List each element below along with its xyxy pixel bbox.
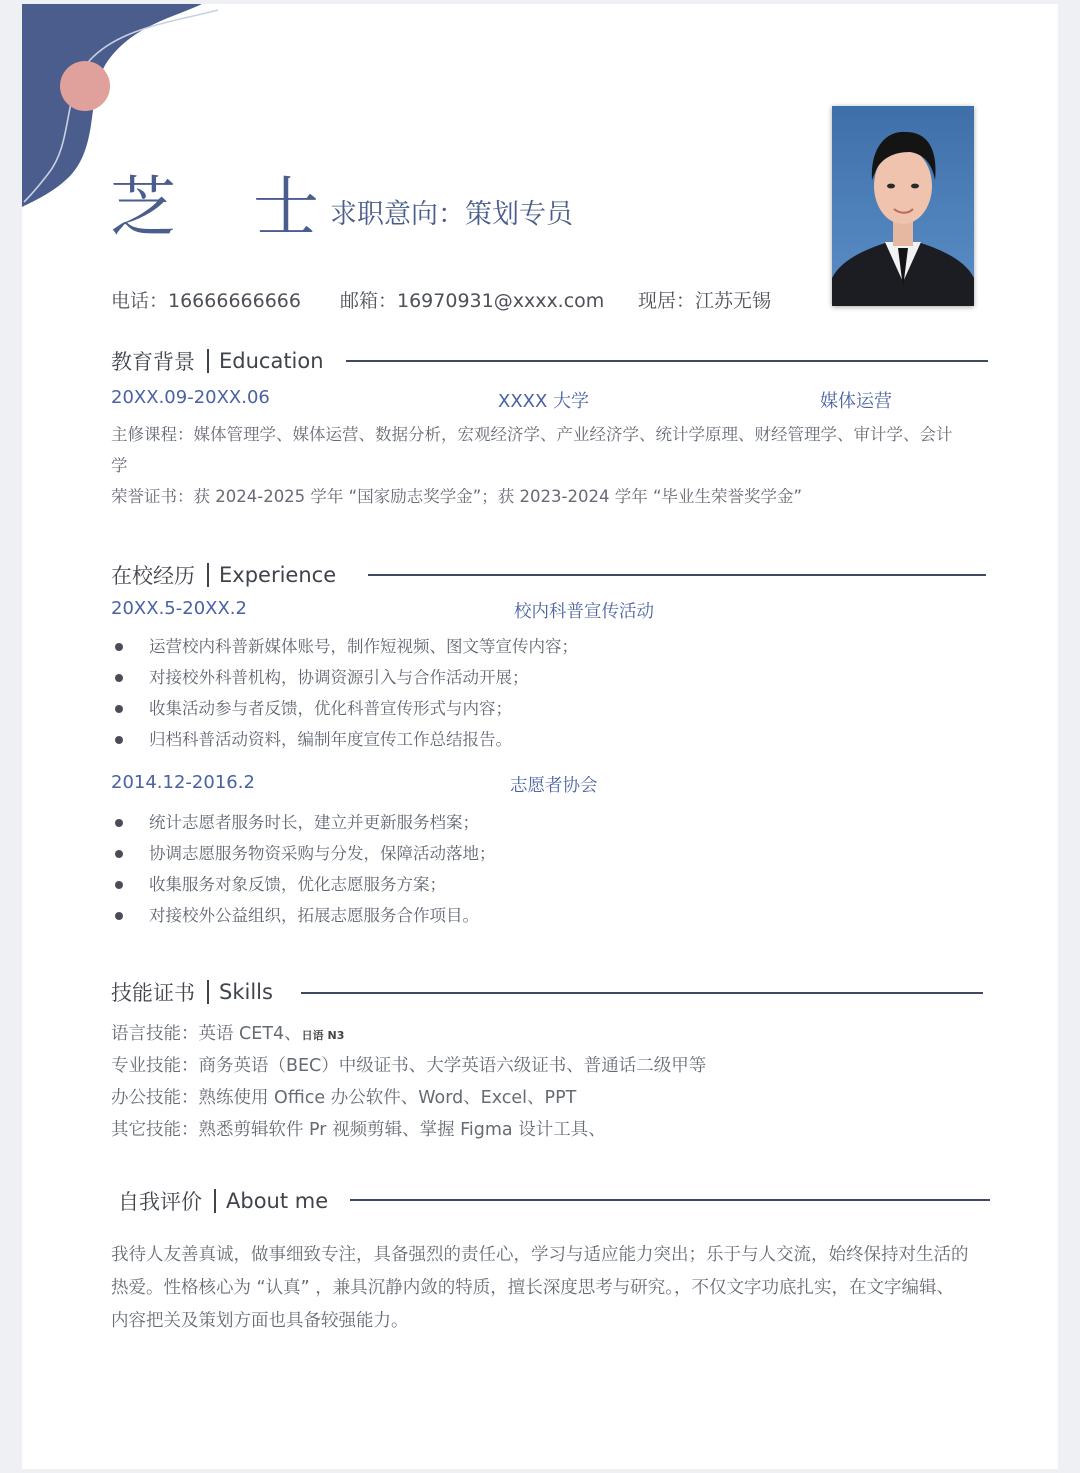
experience-rule bbox=[368, 574, 986, 576]
about-text: 我待人友善真诚，做事细致专注，具备强烈的责任心，学习与适应能力突出；乐于与人交流，始终保持对生活的热爱。性格核心为 “认真” ，兼具沉静内敛的特质，擅长深度思考与研究。，不仅文字功底扎实，在文字编辑、内容把关及策划方面也具备较强能力。 bbox=[111, 1245, 969, 1331]
about-title-en: About me bbox=[226, 1189, 329, 1213]
list-item: 对接校外科普机构，协调资源引入与合作活动开展； bbox=[112, 662, 578, 693]
experience-bullets-2 bbox=[112, 807, 496, 931]
skill-language-text: 语言技能：英语 CET4、 bbox=[111, 1024, 302, 1044]
education-honors: 荣誉证书：获 2024-2025 学年 “国家励志奖学金”；获 2023-2024 学年 “毕业生荣誉奖学金” bbox=[111, 487, 803, 506]
list-item: 收集活动参与者反馈，优化科普宣传形式与内容； bbox=[112, 693, 578, 724]
experience-title-cn: 在校经历 bbox=[111, 564, 195, 588]
education-title-cn: 教育背景 bbox=[111, 350, 195, 374]
about-rule bbox=[350, 1199, 990, 1201]
education-rule bbox=[346, 360, 988, 362]
education-major: 媒体运营 bbox=[820, 391, 892, 412]
list-item: 协调志愿服务物资采购与分发，保障活动落地； bbox=[112, 838, 496, 869]
contact-phone: 电话：16666666666 bbox=[111, 290, 301, 312]
skills-title-en: Skills bbox=[219, 980, 273, 1004]
skills-title-cn: 技能证书 bbox=[111, 981, 195, 1005]
skill-language-jlpt: 日语 N3 bbox=[301, 1029, 345, 1042]
experience-org-2: 志愿者协会 bbox=[510, 776, 598, 796]
education-title-en: Education bbox=[219, 349, 324, 373]
resume-page bbox=[22, 4, 1058, 1469]
list-item: 归档科普活动资料，编制年度宣传工作总结报告。 bbox=[112, 724, 578, 755]
job-intent: 求职意向：策划专员 bbox=[330, 199, 573, 230]
experience-period-2: 2014.12-2016.2 bbox=[111, 772, 255, 793]
list-item: 收集服务对象反馈，优化志愿服务方案； bbox=[112, 869, 496, 900]
experience-bullets-1 bbox=[112, 631, 578, 755]
list-item: 统计志愿者服务时长，建立并更新服务档案； bbox=[112, 807, 496, 838]
skill-language bbox=[111, 1020, 344, 1045]
education-period: 20XX.09-20XX.06 bbox=[111, 387, 270, 408]
contact-location: 现居：江苏无锡 bbox=[638, 290, 772, 312]
about-title-cn: 自我评价 bbox=[118, 1190, 202, 1214]
experience-period-1: 20XX.5-20XX.2 bbox=[111, 598, 247, 619]
skills-heading bbox=[111, 977, 273, 1007]
skill-other: 其它技能：熟悉剪辑软件 Pr 视频剪辑、掌握 Figma 设计工具、 bbox=[111, 1120, 606, 1140]
list-item: 对接校外公益组织，拓展志愿服务合作项目。 bbox=[112, 900, 496, 931]
education-courses: 主修课程：媒体管理学、媒体运营、数据分析，宏观经济学、产业经济学、统计学原理、财经管理学、审计学、会计学 bbox=[111, 425, 953, 475]
contact-email: 邮箱：16970931@xxxx.com bbox=[340, 290, 605, 312]
experience-title-en: Experience bbox=[219, 563, 337, 587]
experience-heading bbox=[111, 560, 336, 590]
skill-professional: 专业技能：商务英语（BEC）中级证书、大学英语六级证书、普通话二级甲等 bbox=[111, 1056, 707, 1076]
heading-divider bbox=[214, 1189, 216, 1213]
experience-org-1: 校内科普宣传活动 bbox=[514, 602, 654, 622]
heading-divider bbox=[207, 563, 209, 587]
heading-divider bbox=[207, 980, 209, 1004]
heading-divider bbox=[207, 349, 209, 373]
education-heading bbox=[111, 346, 324, 376]
education-school: XXXX 大学 bbox=[498, 391, 590, 412]
about-heading bbox=[118, 1186, 328, 1216]
skill-office: 办公技能：熟练使用 Office 办公软件、Word、Excel、PPT bbox=[111, 1088, 577, 1108]
list-item: 运营校内科普新媒体账号，制作短视频、图文等宣传内容； bbox=[112, 631, 578, 662]
profile-photo bbox=[832, 106, 974, 306]
skills-rule bbox=[301, 992, 983, 994]
candidate-name: 芝 士 bbox=[110, 169, 347, 246]
